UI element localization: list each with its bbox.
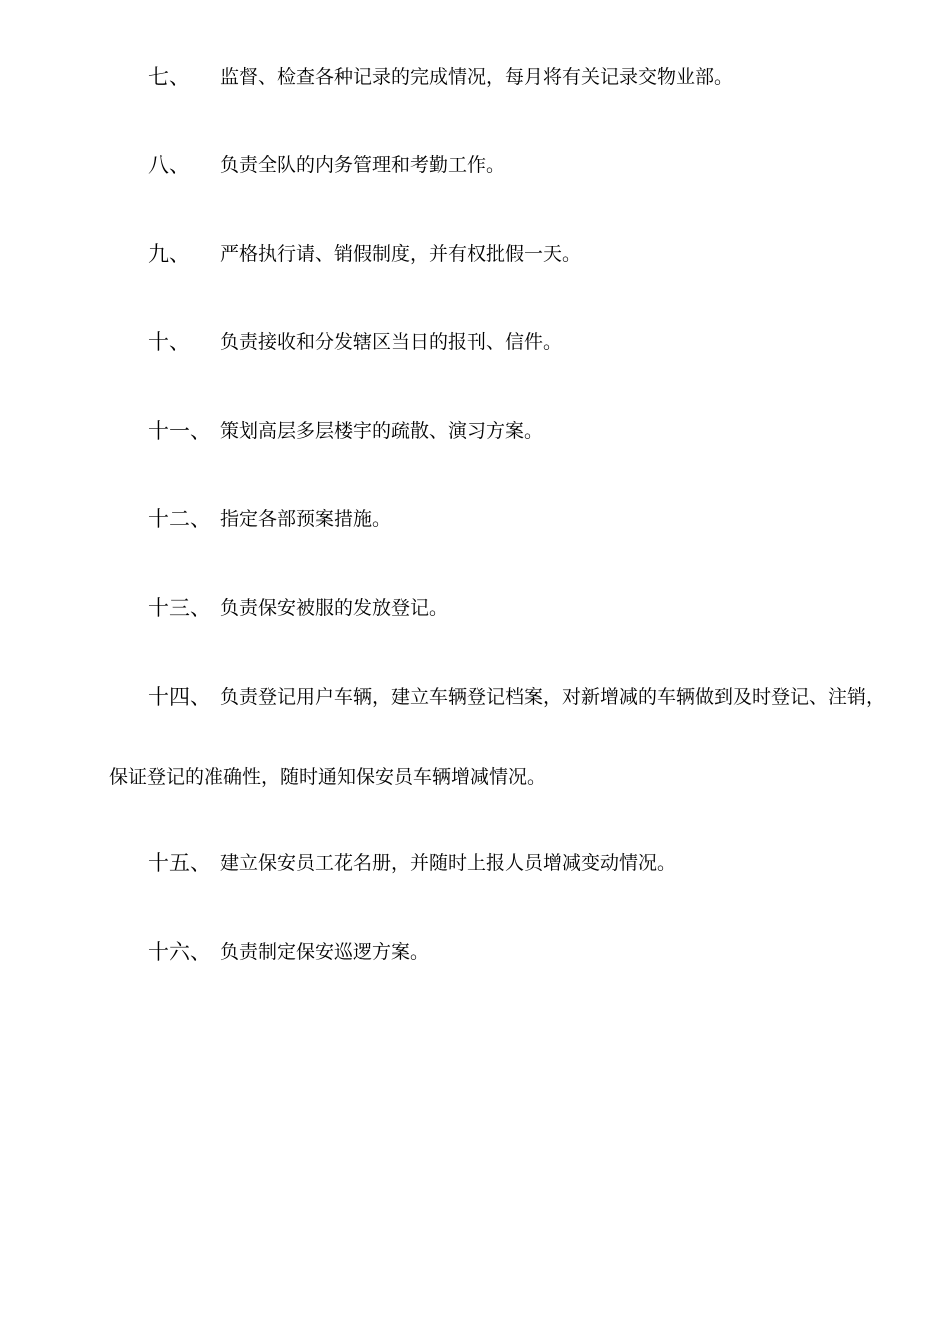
item-text: 负责全队的内务管理和考勤工作。 bbox=[220, 154, 506, 176]
item-text: 监督、检查各种记录的完成情况，每月将有关记录交物业部。 bbox=[220, 66, 734, 88]
item-number: 十四、 bbox=[148, 685, 211, 709]
item-text: 建立保安员工花名册，并随时上报人员增减变动情况。 bbox=[220, 852, 677, 874]
item-text-continuation: 保证登记的准确性，随时通知保安员车辆增减情况。 bbox=[109, 766, 547, 788]
item-number: 八、 bbox=[148, 153, 190, 177]
item-text: 负责制定保安巡逻方案。 bbox=[220, 941, 430, 963]
item-number: 九、 bbox=[148, 242, 190, 266]
item-number: 七、 bbox=[148, 65, 190, 89]
item-number: 十五、 bbox=[148, 851, 211, 875]
item-number: 十二、 bbox=[148, 507, 211, 531]
item-text: 负责接收和分发辖区当日的报刊、信件。 bbox=[220, 331, 563, 353]
item-text: 策划高层多层楼宇的疏散、演习方案。 bbox=[220, 420, 544, 442]
item-number: 十三、 bbox=[148, 596, 211, 620]
item-text: 负责登记用户车辆，建立车辆登记档案，对新增减的车辆做到及时登记、注销， bbox=[220, 686, 886, 708]
item-number: 十、 bbox=[148, 330, 190, 354]
item-text: 严格执行请、销假制度，并有权批假一天。 bbox=[220, 243, 582, 265]
item-text: 负责保安被服的发放登记。 bbox=[220, 597, 449, 619]
item-number: 十六、 bbox=[148, 940, 211, 964]
item-number: 十一、 bbox=[148, 419, 211, 443]
item-text: 指定各部预案措施。 bbox=[220, 508, 392, 530]
